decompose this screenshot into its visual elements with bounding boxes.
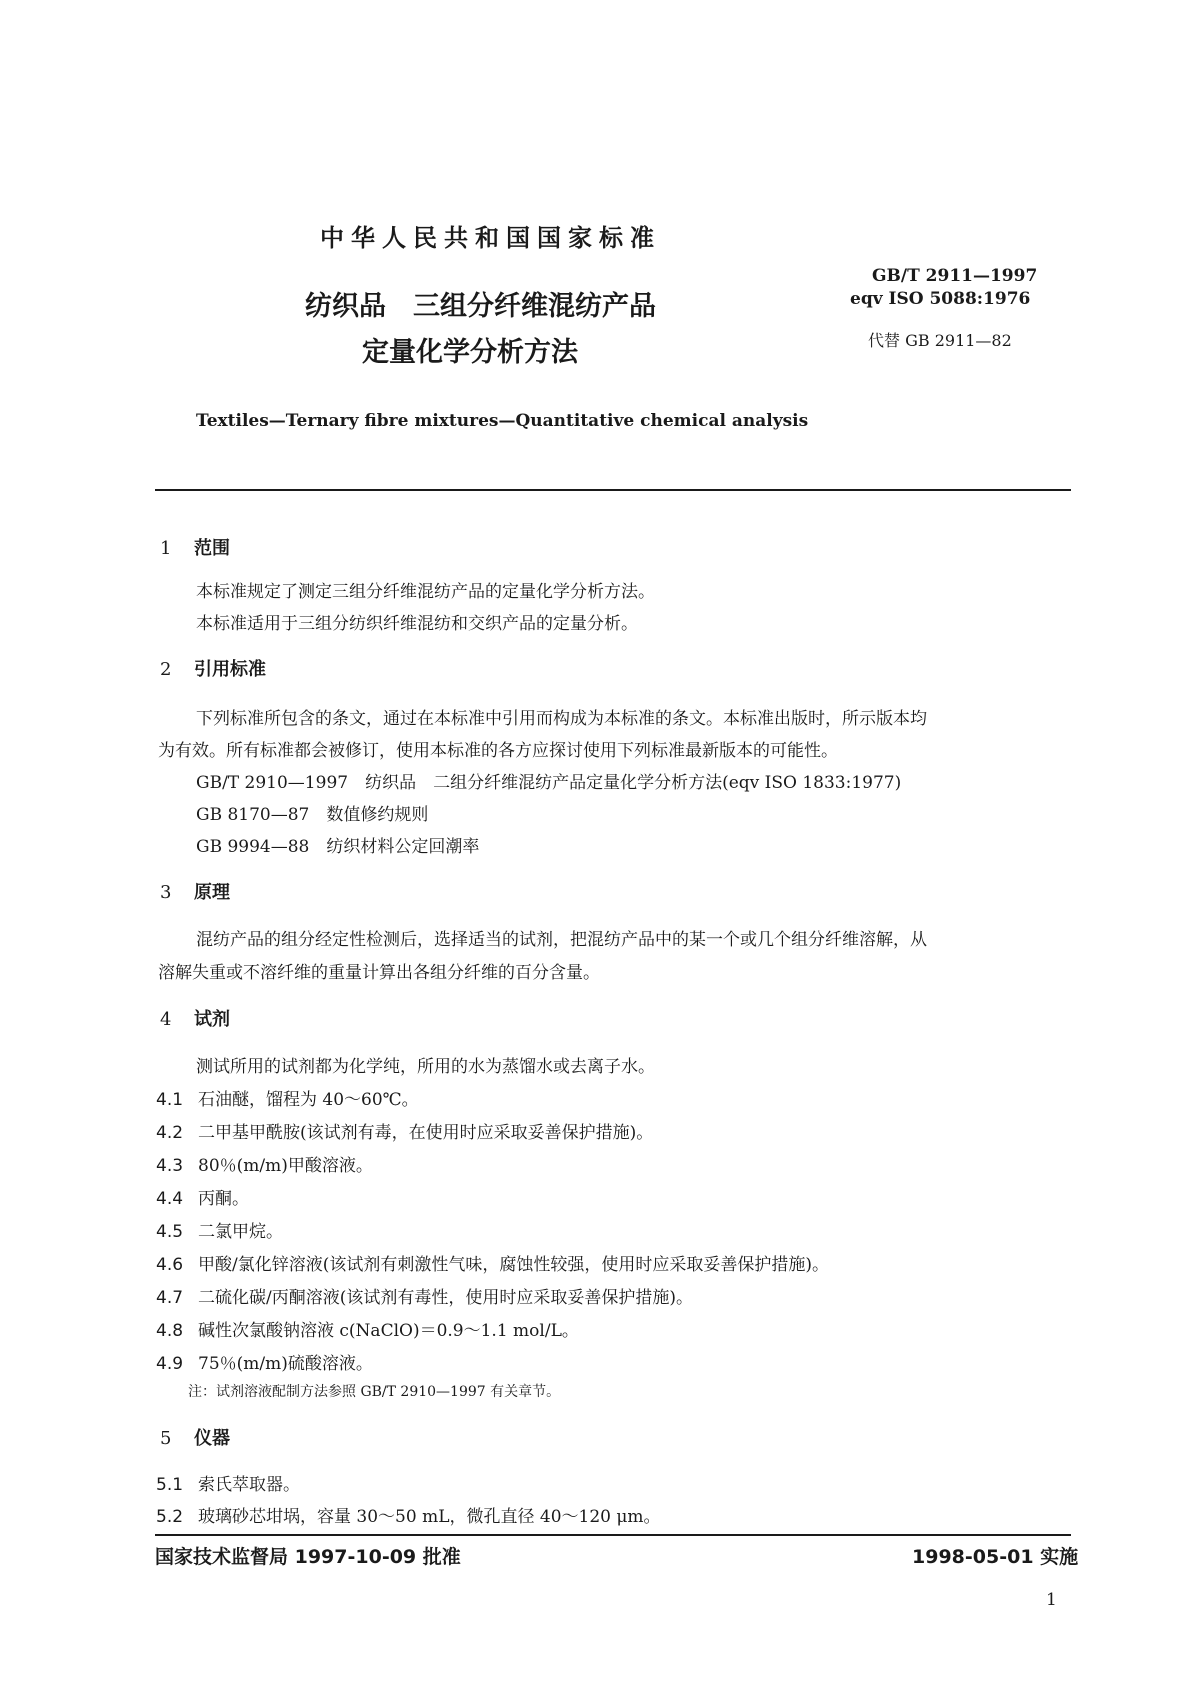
item-number: 4.5 [156,1222,184,1242]
reagent-item [156,1316,579,1341]
section-title: 试剂 [194,1009,230,1030]
apparatus-item [156,1470,300,1495]
national-standard-heading: 中华人民共和国国家标准 [320,224,661,252]
item-text: 二氯甲烷。 [198,1222,283,1242]
item-number: 4.9 [156,1354,184,1374]
reference-item: GB 9994—88 纺织材料公定回潮率 [196,837,480,857]
implementation-date: 1998-05-01 实施 [912,1546,1079,1568]
item-number: 5.2 [156,1507,184,1527]
section-heading [160,878,230,904]
reagent-item [156,1217,283,1242]
reagent-item [156,1085,419,1110]
paragraph: 测试所用的试剂都为化学纯，所用的水为蒸馏水或去离子水。 [196,1057,655,1077]
item-number: 4.8 [156,1321,184,1341]
section-number: 4 [160,1009,172,1030]
item-number: 4.6 [156,1255,184,1275]
reagent-note: 注：试剂溶液配制方法参照 GB/T 2910—1997 有关章节。 [188,1384,561,1400]
item-number: 4.7 [156,1288,184,1308]
eqv-standard: eqv ISO 5088:1976 [850,289,1031,309]
reagent-item [156,1349,373,1374]
section-heading [160,534,230,560]
reagent-item [156,1151,373,1176]
item-text: 玻璃砂芯坩埚，容量 30～50 mL，微孔直径 40～120 μm。 [198,1507,661,1527]
apparatus-item [156,1502,661,1527]
paragraph: 溶解失重或不溶纤维的重量计算出各组分纤维的百分含量。 [158,963,600,983]
item-number: 4.4 [156,1189,184,1209]
section-number: 5 [160,1428,172,1449]
paragraph: 本标准规定了测定三组分纤维混纺产品的定量化学分析方法。 [196,582,655,602]
item-text: 丙酮。 [198,1189,249,1209]
section-number: 3 [160,882,172,903]
item-text: 甲酸/氯化锌溶液(该试剂有刺激性气味，腐蚀性较强，使用时应采取妥善保护措施)。 [198,1255,829,1275]
reagent-item [156,1283,693,1308]
document-title-line1: 纺织品 三组分纤维混纺产品 [305,291,656,322]
paragraph: 混纺产品的组分经定性检测后，选择适当的试剂，把混纺产品中的某一个或几个组分纤维溶解，从 [196,930,927,950]
item-text: 80％(m/m)甲酸溶液。 [198,1156,373,1176]
section-heading [160,1424,230,1450]
replaces-standard: 代替 GB 2911—82 [868,331,1012,350]
reagent-item [156,1184,249,1209]
item-number: 4.3 [156,1156,184,1176]
paragraph: 下列标准所包含的条文，通过在本标准中引用而构成为本标准的条文。本标准出版时，所示版本均 [196,709,927,729]
section-number: 2 [160,659,172,680]
section-heading [160,1005,230,1031]
section-title: 原理 [194,882,230,903]
item-number: 4.2 [156,1123,184,1143]
item-number: 5.1 [156,1475,184,1495]
footer-rule [155,1534,1071,1536]
page-number: 1 [1046,1590,1057,1610]
section-title: 仪器 [194,1428,230,1449]
approval-date: 国家技术监督局 1997-10-09 批准 [155,1546,461,1568]
reagent-item [156,1250,829,1275]
reagent-item [156,1118,653,1143]
item-text: 索氏萃取器。 [198,1475,300,1495]
reference-item: GB 8170—87 数值修约规则 [196,805,429,825]
paragraph: 本标准适用于三组分纺织纤维混纺和交织产品的定量分析。 [196,614,638,634]
standard-code: GB/T 2911—1997 [872,266,1038,286]
item-text: 石油醚，馏程为 40～60℃。 [198,1090,419,1110]
section-title: 引用标准 [194,659,266,680]
item-text: 二硫化碳/丙酮溶液(该试剂有毒性，使用时应采取妥善保护措施)。 [198,1288,693,1308]
section-heading [160,655,266,681]
item-text: 二甲基甲酰胺(该试剂有毒，在使用时应采取妥善保护措施)。 [198,1123,654,1143]
item-text: 75％(m/m)硫酸溶液。 [198,1354,373,1374]
paragraph: 为有效。所有标准都会被修订，使用本标准的各方应探讨使用下列标准最新版本的可能性。 [158,741,838,761]
item-number: 4.1 [156,1090,184,1110]
section-number: 1 [160,538,172,559]
header-rule [155,489,1071,491]
section-title: 范围 [194,538,230,559]
reference-item: GB/T 2910—1997 纺织品 二组分纤维混纺产品定量化学分析方法(eqv ISO 1833:1977) [196,773,902,793]
document-title-line2: 定量化学分析方法 [362,337,578,368]
item-text: 碱性次氯酸钠溶液 c(NaClO)＝0.9～1.1 mol/L。 [198,1321,579,1341]
english-title: Textiles—Ternary fibre mixtures—Quantitative chemical analysis [196,411,809,431]
